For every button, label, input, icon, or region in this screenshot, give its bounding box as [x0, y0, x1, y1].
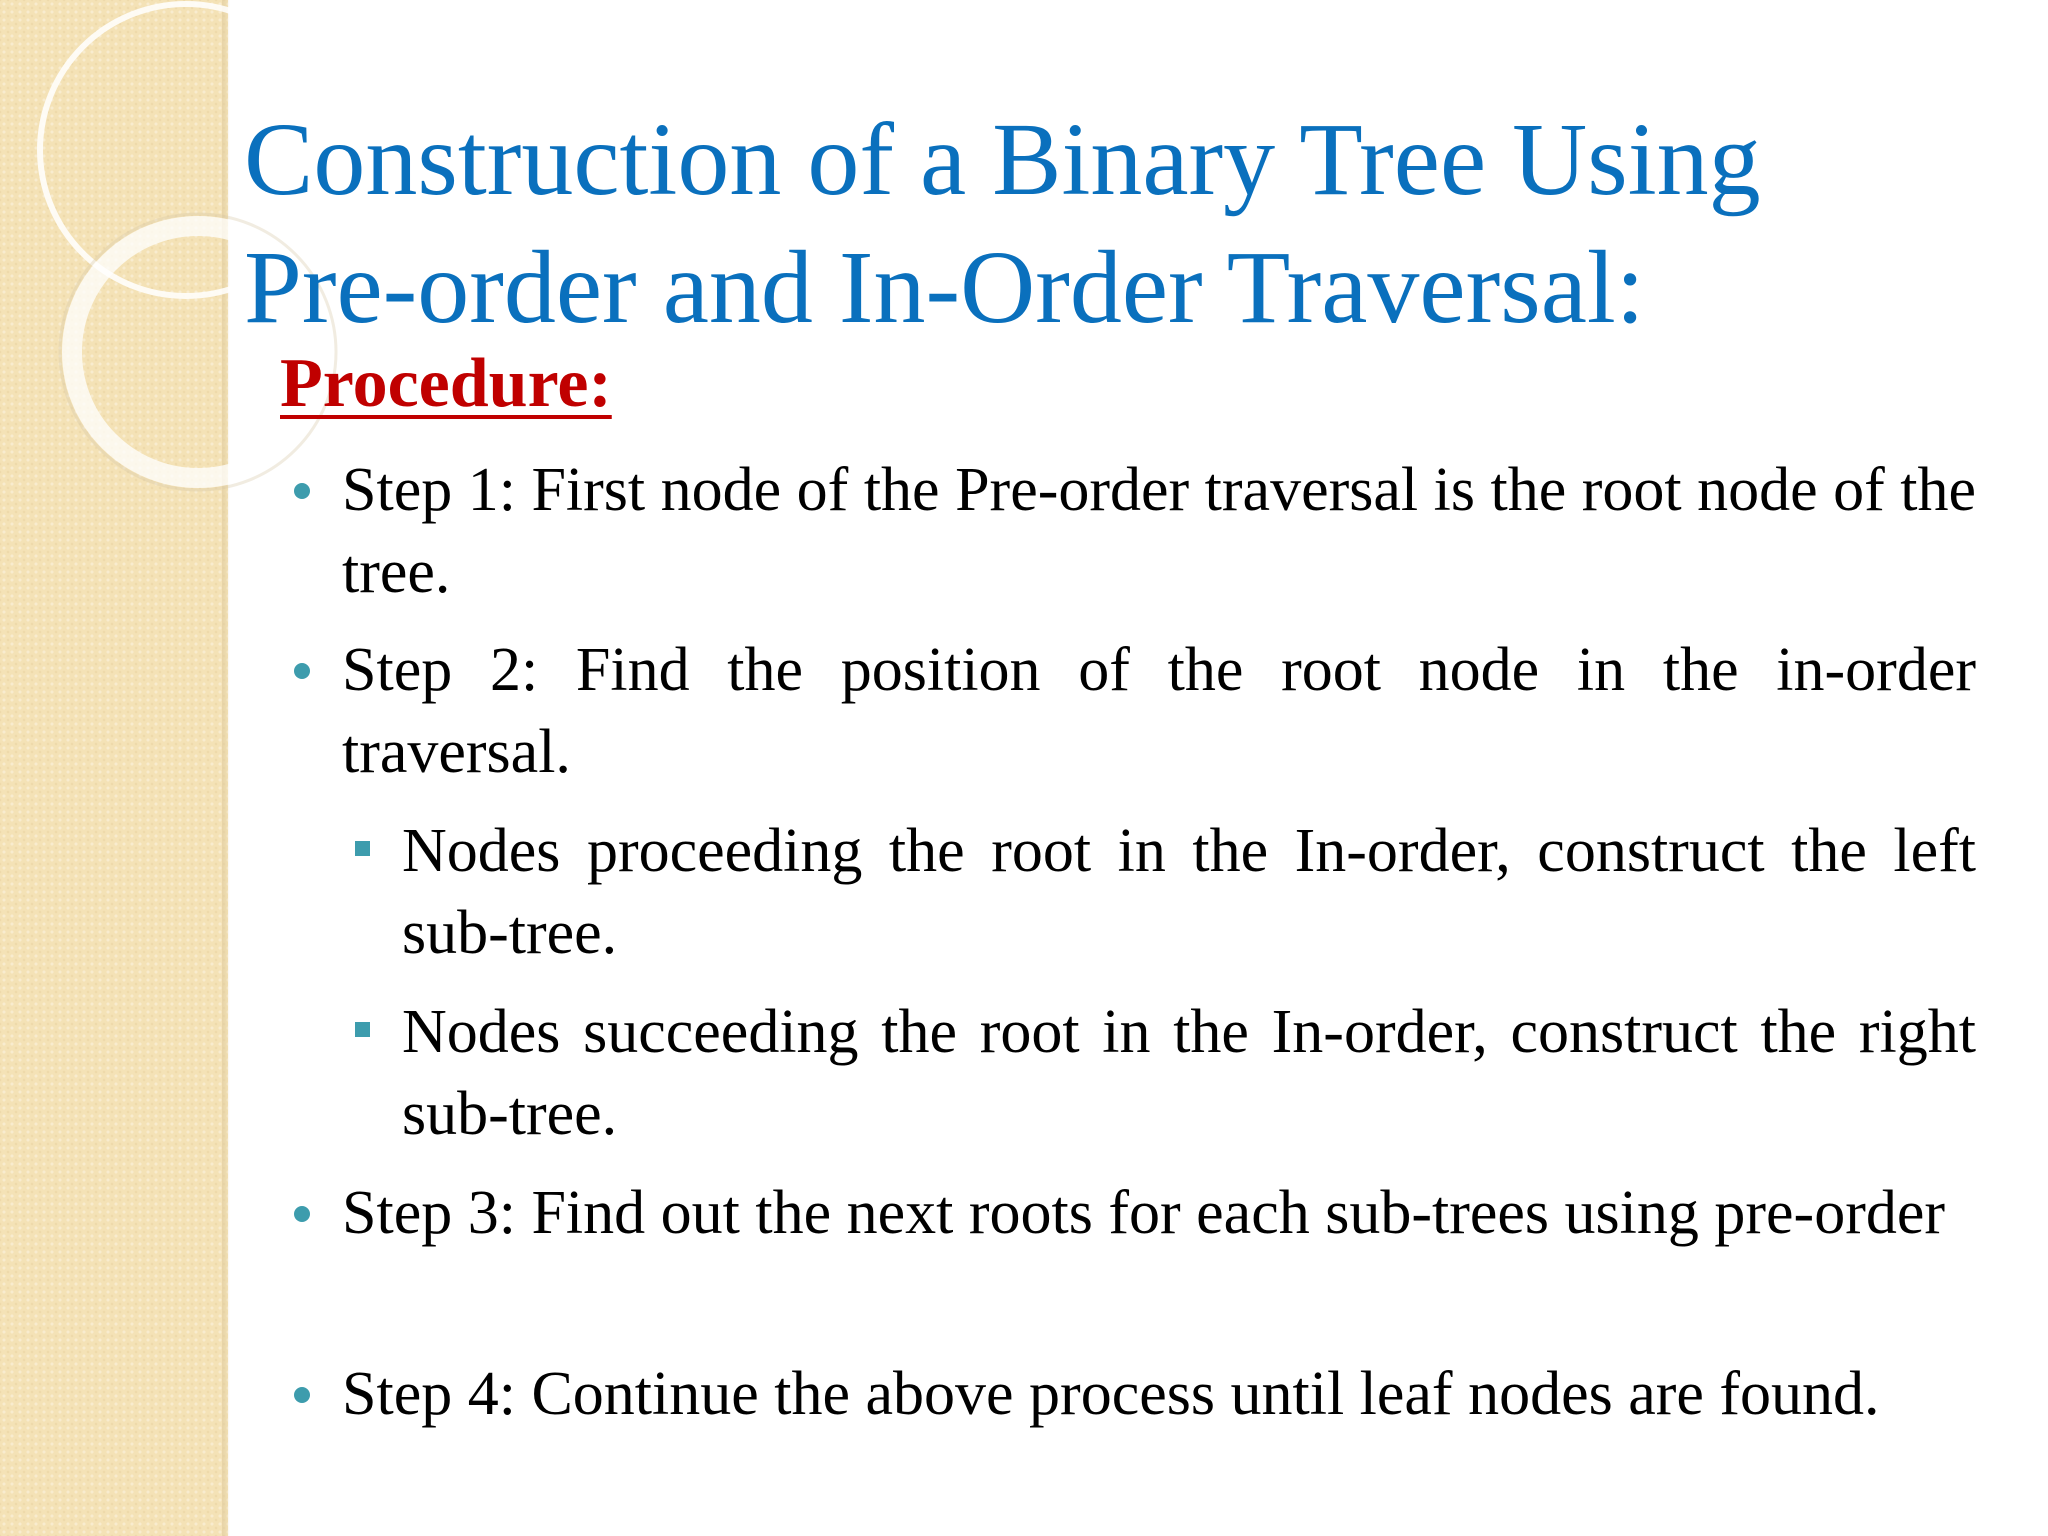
slide-title: Construction of a Binary Tree Using Pre-order and In-Order Traversal:: [244, 102, 1761, 345]
bullet-dot-icon: [294, 1387, 310, 1403]
right-subtree-text: Nodes succeeding the root in the In-order, construct the right sub-tree.: [402, 998, 1976, 1148]
bullet-dot-icon: [294, 663, 310, 679]
list-item-right-subtree: [402, 991, 1976, 1155]
bullet-dot-icon: [294, 483, 310, 499]
list-item-left-subtree: [402, 810, 1976, 974]
bullet-dot-icon: [294, 1206, 310, 1222]
list-item-step-3: [342, 1172, 1976, 1254]
list-item-step-2: [342, 629, 1976, 793]
list-item-step-1: [342, 449, 1976, 613]
list-item-step-4: [342, 1353, 1976, 1435]
step-2-text: Step 2: Find the position of the root node in the in-order traversal.: [342, 636, 1976, 786]
bullet-square-icon: [355, 841, 370, 856]
procedure-heading: Procedure:: [280, 345, 612, 422]
bullet-square-icon: [355, 1022, 370, 1037]
step-4-text: Step 4: Continue the above process until leaf nodes are found.: [342, 1360, 1880, 1428]
step-3-text: Step 3: Find out the next roots for each sub-trees using pre-order: [342, 1179, 1946, 1247]
left-subtree-text: Nodes proceeding the root in the In-order, construct the left sub-tree.: [402, 817, 1976, 967]
step-1-text: Step 1: First node of the Pre-order traversal is the root node of the tree.: [342, 456, 1976, 606]
